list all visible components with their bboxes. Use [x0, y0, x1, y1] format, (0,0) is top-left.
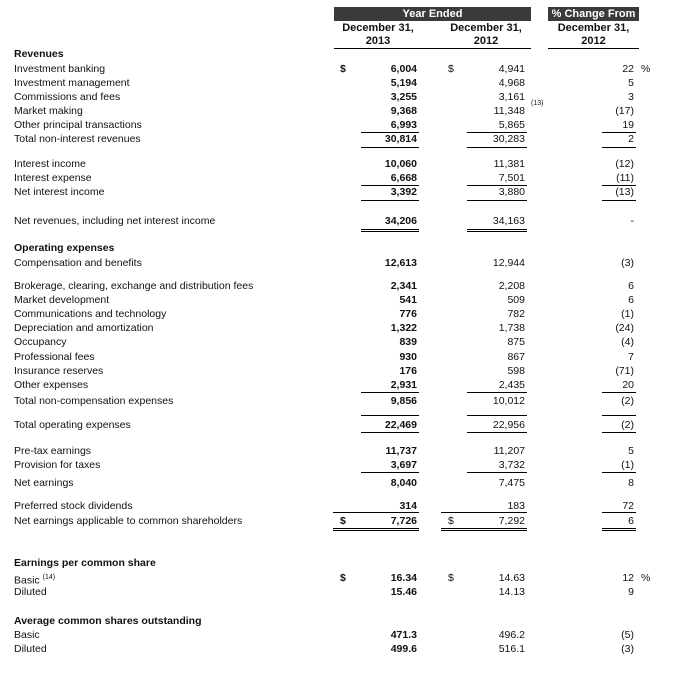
footnote-13: (13) [531, 100, 544, 107]
value-2013: 776 [399, 308, 417, 320]
pct-change: 3 [628, 91, 634, 103]
value-2012: 14.13 [498, 586, 525, 598]
value-2013: 6,668 [390, 172, 417, 184]
pct-change: (1) [621, 308, 634, 320]
pct-change: 72 [622, 500, 634, 512]
value-2012: 867 [507, 351, 525, 363]
value-2013: 3,392 [390, 186, 417, 198]
value-2012: 516.1 [498, 643, 525, 655]
currency-symbol-2012: $ [448, 572, 454, 584]
value-2012: 11,381 [493, 158, 525, 170]
value-2013: 1,322 [390, 322, 417, 334]
pct-change: 5 [628, 445, 634, 457]
value-2013: 16.34 [390, 572, 417, 584]
pct-change: (71) [615, 365, 634, 377]
value-2012: 2,208 [498, 280, 525, 292]
pct-change: 5 [628, 77, 634, 89]
row-label-net-revenues: Net revenues, including net interest income [14, 215, 216, 227]
row-label-market-making: Market making [14, 105, 83, 117]
pct-change: 6 [628, 280, 634, 292]
value-2013: 499.6 [390, 643, 417, 655]
value-2013: 34,206 [384, 215, 417, 227]
pct-change-header: % Change From [548, 7, 639, 21]
pct-symbol: % [641, 63, 651, 75]
year-ended-header: Year Ended [334, 7, 531, 21]
value-2013: 5,194 [390, 77, 417, 89]
pct-change-header-line1: December 31, [557, 22, 630, 34]
value-2013: 541 [399, 294, 417, 306]
value-2012: 30,283 [492, 133, 525, 145]
row-label-net-earnings-common: Net earnings applicable to common shareholders [14, 515, 243, 527]
pct-change: 9 [628, 586, 634, 598]
currency-symbol-2013: $ [340, 572, 346, 584]
currency-symbol-2012: $ [448, 515, 454, 527]
row-label-eps-diluted: Diluted [14, 586, 47, 598]
value-2013: 3,697 [390, 459, 417, 471]
row-label-brokerage: Brokerage, clearing, exchange and distribution fees [14, 280, 254, 292]
row-label-depreciation: Depreciation and amortization [14, 322, 154, 334]
value-2012: 3,880 [498, 186, 525, 198]
value-2012: 1,738 [498, 322, 525, 334]
currency-symbol-2013: $ [340, 63, 346, 75]
row-label-interest-expense: Interest expense [14, 172, 92, 184]
value-2013: 9,368 [390, 105, 417, 117]
value-2013: 22,469 [384, 419, 417, 431]
pct-change: (3) [621, 257, 634, 269]
section-revenues: Revenues [14, 48, 64, 60]
row-label-pre-tax-earnings: Pre-tax earnings [14, 445, 92, 457]
value-2012: 11,207 [493, 445, 525, 457]
value-2013: 15.46 [390, 586, 417, 598]
value-2013: 30,814 [384, 133, 417, 145]
value-2012: 22,956 [492, 419, 525, 431]
value-2012: 183 [507, 500, 525, 512]
row-label-compensation: Compensation and benefits [14, 257, 142, 269]
section-average-shares: Average common shares outstanding [14, 615, 202, 627]
value-2013: 3,255 [390, 91, 417, 103]
value-2013: 2,341 [390, 280, 417, 292]
value-2012: 11,348 [493, 105, 525, 117]
row-label-shares-basic: Basic [14, 629, 40, 641]
value-2012: 4,968 [498, 77, 525, 89]
value-2013: 176 [399, 365, 417, 377]
section-operating-expenses: Operating expenses [14, 242, 115, 254]
value-2012: 496.2 [498, 629, 525, 641]
row-label-net-interest-income: Net interest income [14, 186, 105, 198]
value-2013: 6,004 [390, 63, 417, 75]
footnote-14: (14) [42, 574, 56, 581]
row-label-total-non-compensation: Total non-compensation expenses [14, 395, 174, 407]
pct-change: (5) [621, 629, 634, 641]
pct-change: (4) [621, 336, 634, 348]
value-2012: 7,292 [498, 515, 525, 527]
row-label-commissions: Commissions and fees [14, 91, 121, 103]
pct-change: 6 [628, 294, 634, 306]
value-2013: 930 [399, 351, 417, 363]
pct-change: (12) [615, 158, 634, 170]
pct-change-header-line2: 2012 [581, 35, 606, 47]
pct-change: (17) [615, 105, 634, 117]
row-label-other-expenses: Other expenses [14, 379, 89, 391]
pct-change: (1) [621, 459, 634, 471]
pct-change: (2) [621, 395, 634, 407]
row-label-communications: Communications and technology [14, 308, 167, 320]
value-2013: 10,060 [384, 158, 417, 170]
row-label-investment-banking: Investment banking [14, 63, 106, 75]
column-header-2012-line2: 2012 [473, 35, 499, 47]
value-2012: 3,732 [498, 459, 525, 471]
value-2012: 2,435 [498, 379, 525, 391]
pct-change: 12 [622, 572, 634, 584]
value-2012: 7,501 [498, 172, 525, 184]
value-2013: 471.3 [390, 629, 417, 641]
currency-symbol-2012: $ [448, 63, 454, 75]
value-2012: 34,163 [492, 215, 525, 227]
row-label-net-earnings: Net earnings [14, 477, 74, 489]
value-2012: 7,475 [498, 477, 525, 489]
value-2012: 4,941 [498, 63, 525, 75]
pct-change: 2 [628, 133, 634, 145]
value-2013: 7,726 [390, 515, 417, 527]
value-2012: 782 [507, 308, 525, 320]
row-label-insurance-reserves: Insurance reserves [14, 365, 104, 377]
value-2013: 314 [399, 500, 417, 512]
value-2013: 6,993 [390, 119, 417, 131]
value-2012: 3,161 [498, 91, 525, 103]
pct-change: (13) [615, 186, 634, 198]
value-2012: 5,865 [498, 119, 525, 131]
value-2012: 14.63 [498, 572, 525, 584]
section-eps: Earnings per common share [14, 557, 156, 569]
pct-change: (2) [621, 419, 634, 431]
pct-change: 6 [628, 515, 634, 527]
value-2013: 2,931 [390, 379, 417, 391]
value-2012: 10,012 [492, 395, 525, 407]
value-2013: 12,613 [384, 257, 417, 269]
pct-change: 8 [628, 477, 634, 489]
value-2013: 8,040 [390, 477, 417, 489]
value-2012: 12,944 [492, 257, 525, 269]
pct-change: (24) [615, 322, 634, 334]
row-label-shares-diluted: Diluted [14, 643, 47, 655]
row-label-preferred-dividends: Preferred stock dividends [14, 500, 133, 512]
column-header-2013-line2: 2013 [365, 35, 391, 47]
value-2013: 9,856 [390, 395, 417, 407]
row-label-occupancy: Occupancy [14, 336, 67, 348]
row-label-other-principal: Other principal transactions [14, 119, 142, 131]
row-label-market-development: Market development [14, 294, 110, 306]
pct-change: (3) [621, 643, 634, 655]
row-label-investment-management: Investment management [14, 77, 130, 89]
pct-change: 19 [622, 119, 634, 131]
eps-basic-label: Basic [14, 574, 40, 587]
row-label-provision-for-taxes: Provision for taxes [14, 459, 101, 471]
row-label-total-operating-expenses: Total operating expenses [14, 419, 131, 431]
value-2012: 875 [507, 336, 525, 348]
value-2012: 598 [507, 365, 525, 377]
pct-symbol: % [641, 572, 651, 584]
value-2012: 509 [507, 294, 525, 306]
pct-change: (11) [616, 172, 634, 184]
value-2013: 11,737 [385, 445, 417, 457]
row-label-interest-income: Interest income [14, 158, 86, 170]
column-header-2012-line1: December 31, [450, 22, 522, 34]
pct-change: 20 [622, 379, 634, 391]
row-label-professional-fees: Professional fees [14, 351, 95, 363]
pct-change: 22 [622, 63, 634, 75]
pct-change: 7 [628, 351, 634, 363]
row-label-total-non-interest-revenues: Total non-interest revenues [14, 133, 141, 145]
currency-symbol-2013: $ [340, 515, 346, 527]
column-header-2013-line1: December 31, [342, 22, 414, 34]
value-2013: 839 [399, 336, 417, 348]
pct-change: - [630, 215, 634, 227]
